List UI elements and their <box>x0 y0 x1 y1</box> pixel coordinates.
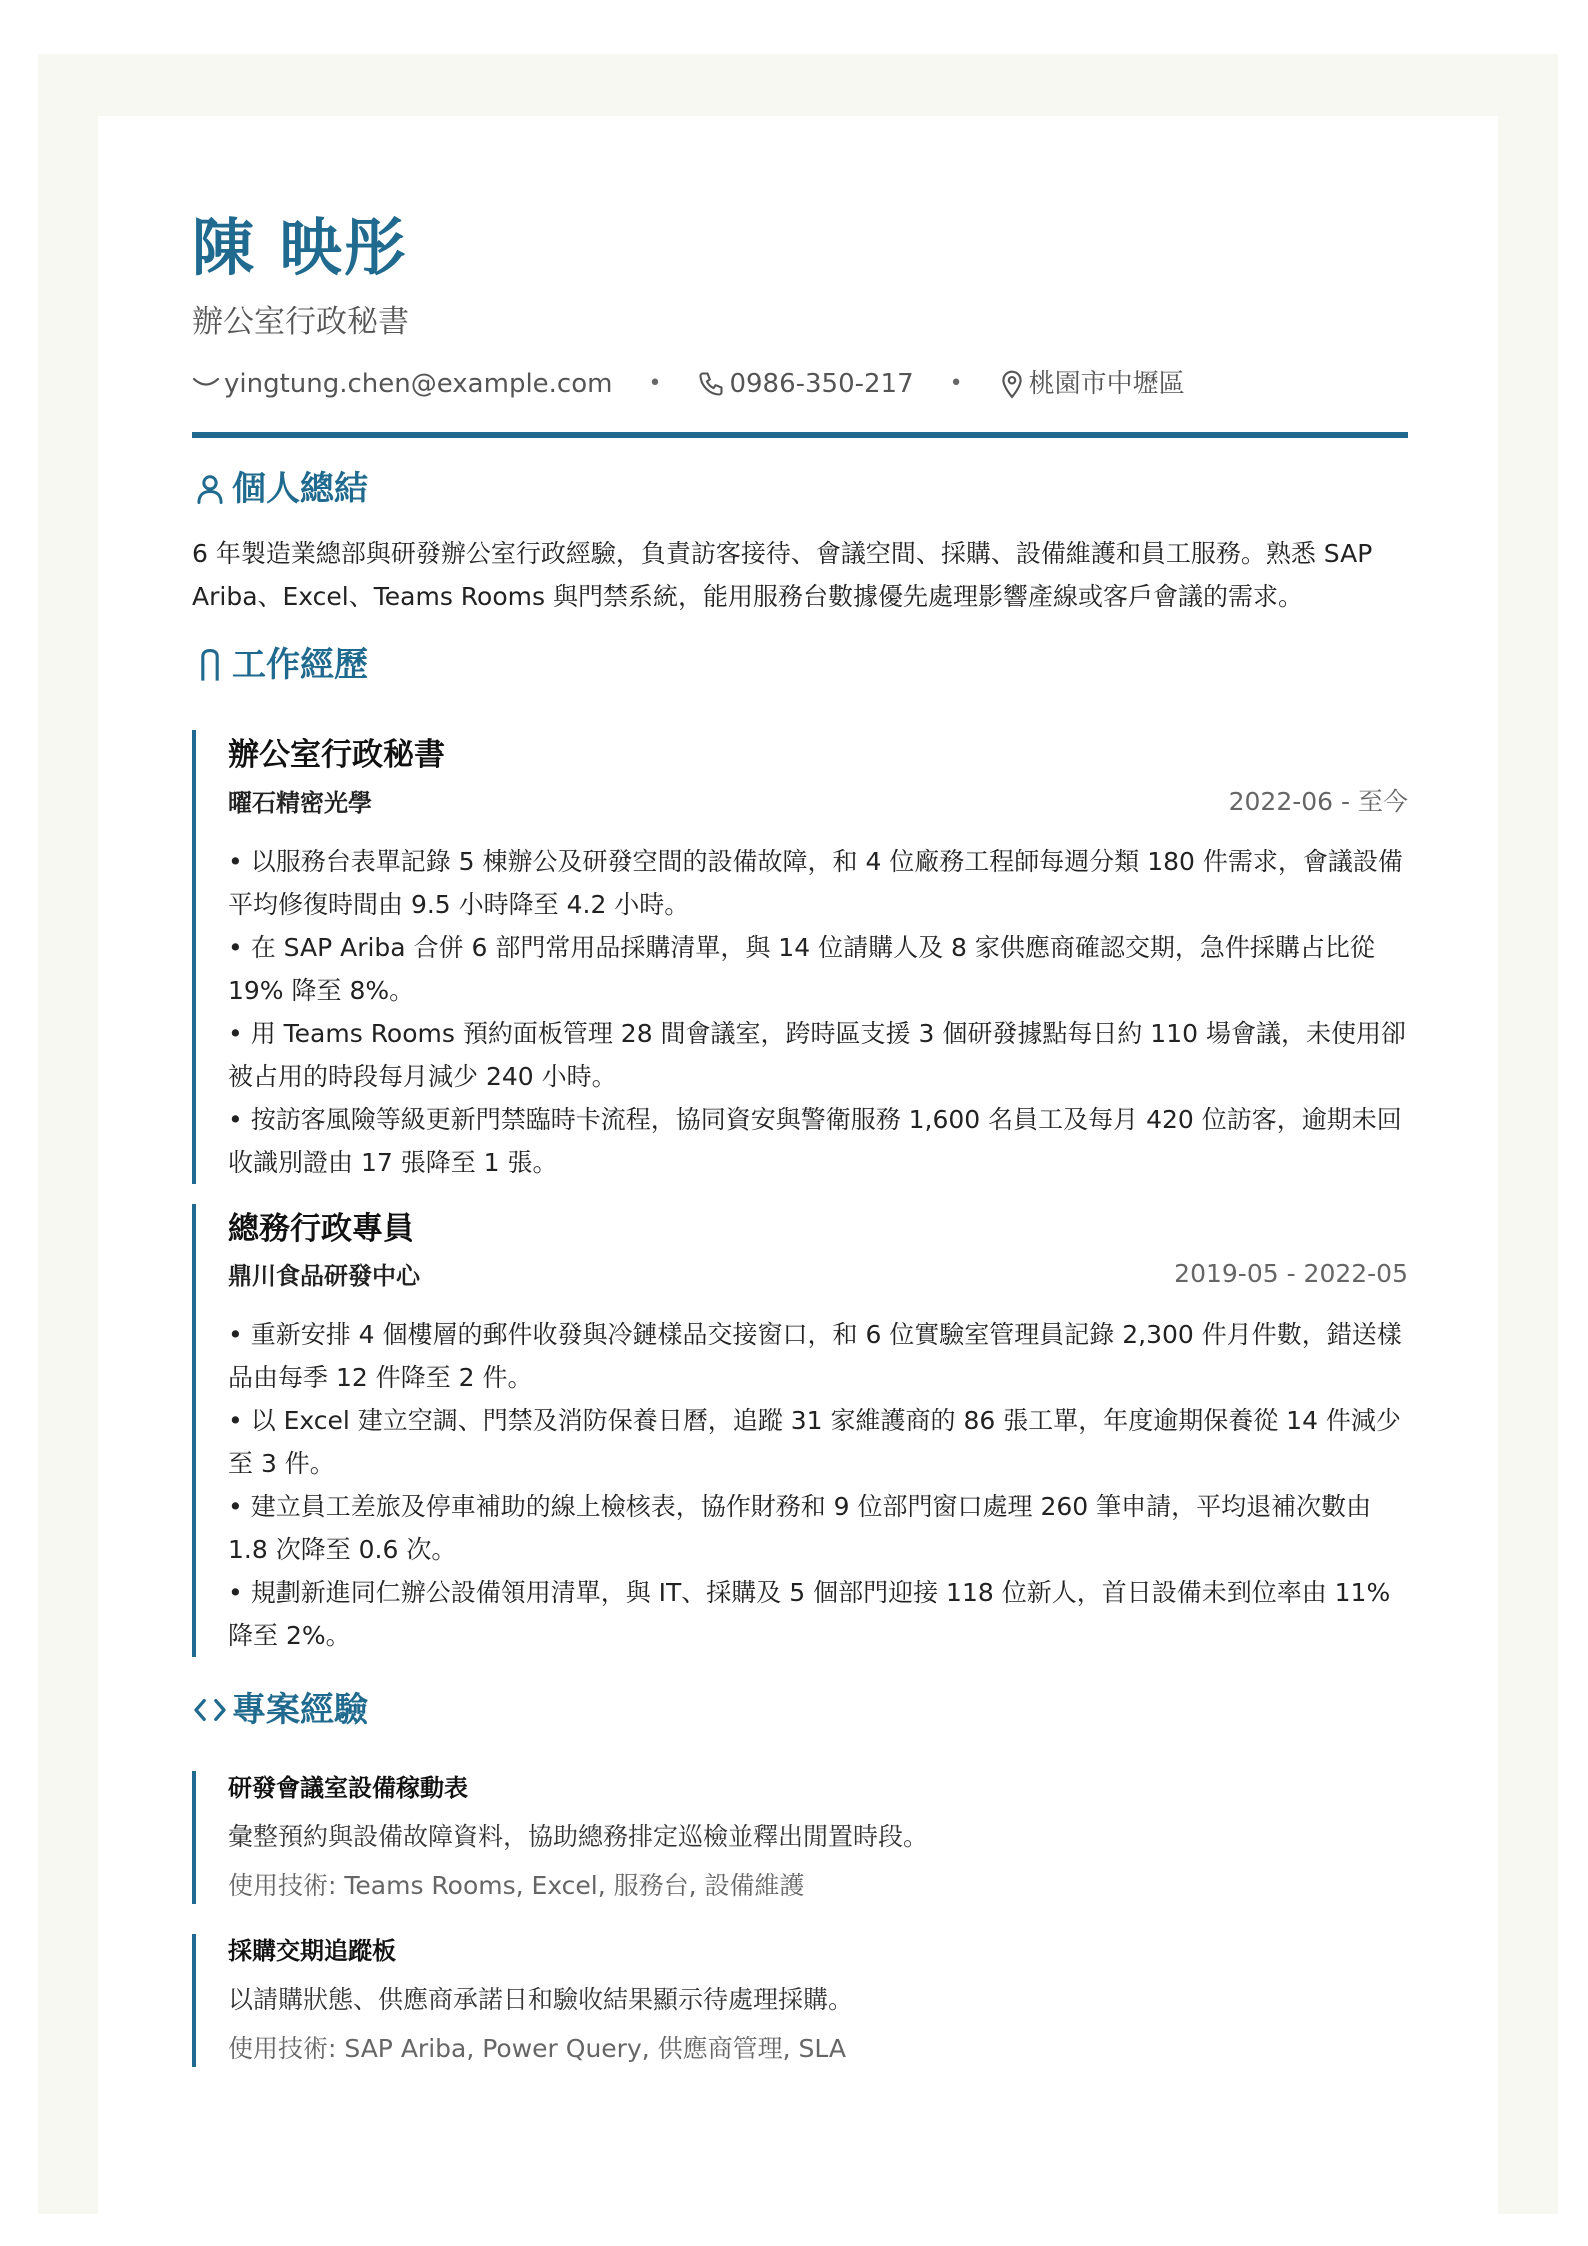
job-bullet: • 規劃新進同仁辦公設備領用清單，與 IT、採購及 5 個部門迎接 118 位新人，首日設備未到位率由 11% 降至 2%。 <box>228 1578 1391 1650</box>
job-entry <box>192 1204 1408 1657</box>
project-description: 以請購狀態、供應商承諾日和驗收結果顯示待處理採購。 <box>228 1985 854 2014</box>
job-bullet: • 建立員工差旅及停車補助的線上檢核表，協作財務和 9 位部門窗口處理 260 筆申請，平均退補次數由 1.8 次降至 0.6 次。 <box>228 1492 1372 1564</box>
phone-icon <box>697 370 725 398</box>
project-tech: 使用技術: Teams Rooms, Excel, 服務台, 設備維護 <box>228 1871 805 1900</box>
resume-page <box>98 116 1498 2216</box>
job-bullet: • 重新安排 4 個樓層的郵件收發與冷鏈樣品交接窗口，和 6 位實驗室管理員記錄 2,300 件月件數，錯送樣品由每季 12 件降至 2 件。 <box>228 1320 1402 1392</box>
experience-section-title <box>192 642 1408 688</box>
briefcase-icon <box>192 648 228 682</box>
summary-title-text: 個人總結 <box>232 469 368 509</box>
job-dates: 2022-06 - 至今 <box>1228 787 1408 816</box>
job-bullet: • 以服務台表單記錄 5 棟辦公及研發空間的設備故障，和 4 位廠務工程師每週分類 180 件需求，會議設備平均修復時間由 9.5 小時降至 4.2 小時。 <box>228 847 1403 919</box>
job-bullet: • 用 Teams Rooms 預約面板管理 28 間會議室，跨時區支援 3 個研發據點每日約 110 場會議，未使用卻被占用的時段每月減少 240 小時。 <box>228 1019 1406 1091</box>
job-meta <box>228 1256 1408 1291</box>
job-meta <box>228 782 1408 818</box>
person-icon <box>192 473 228 505</box>
job-company: 鼎川食品研發中心 <box>228 1262 420 1290</box>
project-title: 研發會議室設備稼動表 <box>228 1774 468 1802</box>
job-title: 辦公室行政秘書 <box>228 737 445 773</box>
projects-section-title <box>192 1687 1408 1733</box>
contact-phone[interactable] <box>697 366 913 402</box>
code-icon <box>192 1696 228 1724</box>
location-pin-icon <box>999 369 1025 399</box>
job-dates: 2019-05 - 2022-05 <box>1174 1259 1408 1288</box>
summary-text: 6 年製造業總部與研發辦公室行政經驗，負責訪客接待、會議空間、採購、設備維護和員工服務。熟悉 SAP Ariba、Excel、Teams Rooms 與門禁系統，能用服務台數據優先處理影響產線或客戶會議的需求。 <box>192 539 1373 611</box>
contact-separator: • <box>949 371 963 396</box>
project-entry <box>192 1771 1408 1904</box>
job-bullets <box>228 1313 1408 1657</box>
job-bullet: • 在 SAP Ariba 合併 6 部門常用品採購清單，與 14 位請購人及 8 家供應商確認交期，急件採購占比從 19% 降至 8%。 <box>228 933 1375 1005</box>
contact-separator: • <box>648 371 662 396</box>
job-bullet: • 按訪客風險等級更新門禁臨時卡流程，協同資安與警衛服務 1,600 名員工及每月 420 位訪客，逾期未回收識別證由 17 張降至 1 張。 <box>228 1105 1402 1177</box>
contact-location <box>999 366 1185 402</box>
project-title: 採購交期追蹤板 <box>228 1937 396 1965</box>
candidate-role: 辦公室行政秘書 <box>192 304 409 340</box>
header-divider <box>192 432 1408 438</box>
job-bullets <box>228 840 1408 1184</box>
projects-title-text: 專案經驗 <box>232 1690 368 1730</box>
email-text: yingtung.chen@example.com <box>224 369 613 399</box>
job-bullet: • 以 Excel 建立空調、門禁及消防保養日曆，追蹤 31 家維護商的 86 張工單，年度逾期保養從 14 件減少至 3 件。 <box>228 1406 1401 1478</box>
job-title: 總務行政專員 <box>228 1211 414 1247</box>
job-company: 曜石精密光學 <box>228 788 372 817</box>
phone-text: 0986-350-217 <box>729 369 914 399</box>
project-description: 彙整預約與設備故障資料，協助總務排定巡檢並釋出閒置時段。 <box>228 1822 929 1851</box>
project-entry <box>192 1934 1408 2067</box>
contact-row <box>192 366 1408 402</box>
summary-section-title <box>192 466 1408 512</box>
project-tech: 使用技術: SAP Ariba, Power Query, 供應商管理, SLA <box>228 2034 847 2063</box>
location-text: 桃園市中壢區 <box>1028 369 1185 399</box>
resume-content <box>192 208 1408 2067</box>
experience-title-text: 工作經歷 <box>232 645 368 685</box>
candidate-name: 陳 映彤 <box>192 211 408 284</box>
contact-email[interactable] <box>192 366 612 402</box>
job-entry <box>192 730 1408 1184</box>
mail-icon <box>192 374 220 394</box>
